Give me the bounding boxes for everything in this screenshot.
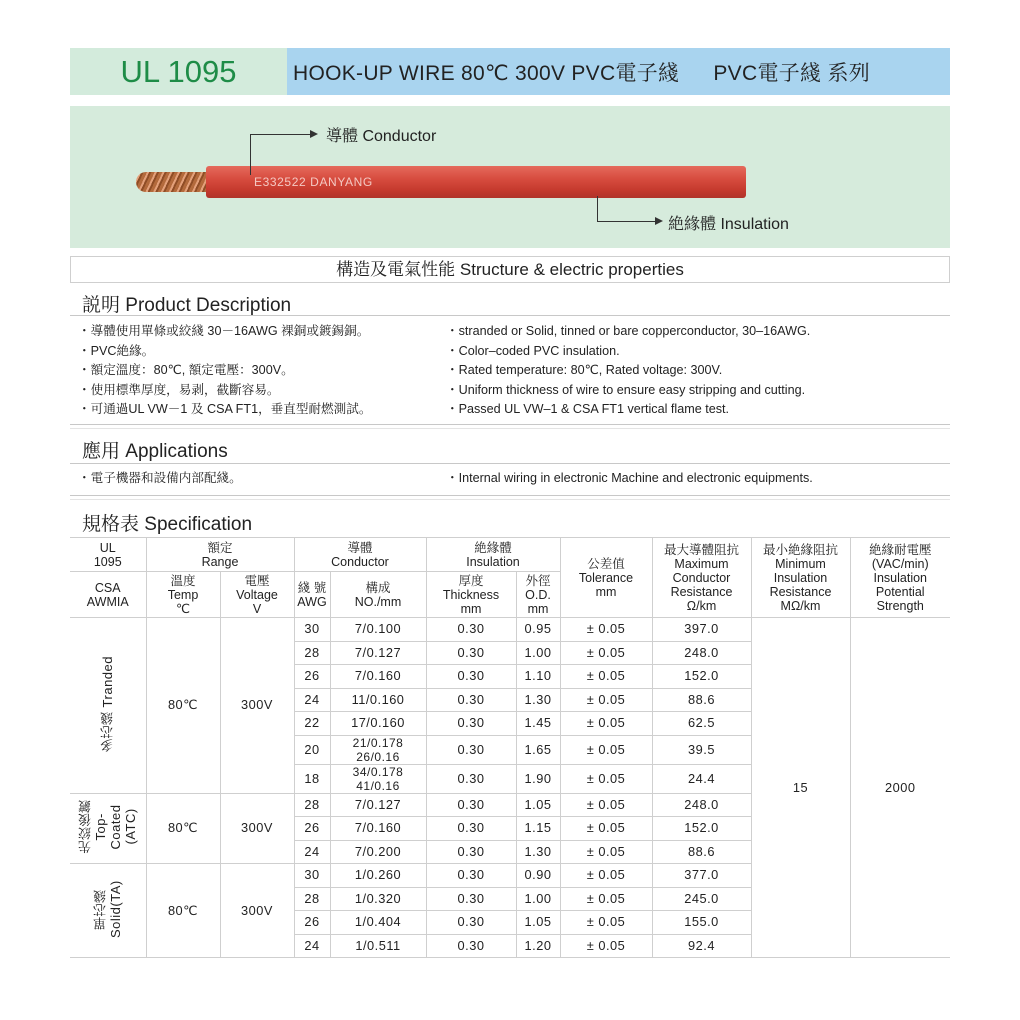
- awg-cell: 28: [294, 641, 330, 665]
- awg-cell: 22: [294, 712, 330, 736]
- awg-cell: 24: [294, 688, 330, 712]
- group-name: 多芯綫 Tranded: [100, 655, 116, 752]
- series-title: PVC電子綫 系列: [713, 61, 871, 85]
- insulation-leader-line: [597, 196, 656, 222]
- group-temp-cell: 80℃: [146, 618, 220, 794]
- construction-cell: 7/0.200: [330, 840, 426, 864]
- tolerance-cell: ± 0.05: [560, 887, 652, 911]
- description-zh-item: ・ PVC絶緣。: [78, 342, 371, 362]
- resistance-cell: 24.4: [652, 764, 751, 793]
- range-header: 額定 Range: [146, 538, 294, 572]
- awg-cell: 30: [294, 618, 330, 642]
- potential-strength-cell: 2000: [850, 618, 950, 958]
- tolerance-cell: ± 0.05: [560, 688, 652, 712]
- specification-table-body: [70, 618, 950, 958]
- resistance-cell: 397.0: [652, 618, 751, 642]
- thickness-cell: 0.30: [426, 840, 516, 864]
- group-temp-cell: 80℃: [146, 793, 220, 864]
- resistance-cell: 245.0: [652, 887, 751, 911]
- group-name-cell: [70, 793, 146, 864]
- awg-cell: 30: [294, 864, 330, 888]
- construction-cell: 17/0.160: [330, 712, 426, 736]
- description-divider: [70, 315, 950, 316]
- description-en-item: ・ stranded or Solid, tinned or bare copperconductor, 30–16AWG.: [446, 322, 810, 342]
- thickness-cell: 0.30: [426, 641, 516, 665]
- tolerance-cell: ± 0.05: [560, 817, 652, 841]
- thickness-cell: 0.30: [426, 887, 516, 911]
- conductor-leader-line: [250, 134, 311, 175]
- resistance-cell: 88.6: [652, 840, 751, 864]
- awg-cell: 24: [294, 934, 330, 958]
- construction-value-alt: 26/0.16: [356, 749, 400, 764]
- construction-cell: 11/0.160: [330, 688, 426, 712]
- awg-cell: 26: [294, 665, 330, 689]
- thickness-header: 厚度 Thickness mm: [426, 572, 516, 618]
- thickness-cell: 0.30: [426, 793, 516, 817]
- resistance-cell: 248.0: [652, 641, 751, 665]
- construction-cell: [330, 735, 426, 764]
- construction-value: 21/0.178: [352, 735, 404, 750]
- description-en-item: ・ Color–coded PVC insulation.: [446, 342, 810, 362]
- construction-cell: 1/0.404: [330, 911, 426, 935]
- resistance-cell: 248.0: [652, 793, 751, 817]
- od-cell: 0.90: [516, 864, 560, 888]
- description-en-item: ・ Passed UL VW–1 & CSA FT1 vertical flame test.: [446, 400, 810, 420]
- construction-cell: 1/0.320: [330, 887, 426, 911]
- construction-cell: 1/0.260: [330, 864, 426, 888]
- construction-cell: 7/0.160: [330, 665, 426, 689]
- resistance-cell: 152.0: [652, 817, 751, 841]
- od-cell: 1.90: [516, 764, 560, 793]
- tolerance-cell: ± 0.05: [560, 911, 652, 935]
- description-list-zh: [78, 322, 371, 420]
- description-zh-item: ・ 可通過UL VW－1 及 CSA FT1，垂直型耐燃測試。: [78, 400, 371, 420]
- construction-cell: 7/0.100: [330, 618, 426, 642]
- applications-list-zh: [78, 469, 242, 489]
- insulation-label: 絶緣體 Insulation: [668, 216, 789, 233]
- csa-header: CSA AWMIA: [70, 572, 146, 618]
- od-cell: 1.10: [516, 665, 560, 689]
- page-header: [70, 48, 950, 95]
- resistance-cell: 377.0: [652, 864, 751, 888]
- thickness-cell: 0.30: [426, 864, 516, 888]
- table-header-row-1: [70, 538, 950, 572]
- resistance-cell: 88.6: [652, 688, 751, 712]
- description-bottom-divider: [70, 424, 950, 425]
- specification-heading: 規格表 Specification: [82, 514, 253, 535]
- tolerance-cell: ± 0.05: [560, 934, 652, 958]
- section-title: 構造及電氣性能 Structure & electric properties: [70, 256, 950, 283]
- resistance-cell: 39.5: [652, 735, 751, 764]
- group-voltage-cell: 300V: [220, 793, 294, 864]
- applications-en-item: ・ Internal wiring in electronic Machine and electronic equipments.: [446, 469, 813, 489]
- awg-cell: 28: [294, 793, 330, 817]
- construction-cell: [330, 764, 426, 793]
- resistance-cell: 92.4: [652, 934, 751, 958]
- construction-value: 34/0.178: [352, 764, 404, 779]
- awg-cell: 26: [294, 911, 330, 935]
- resistance-cell: 62.5: [652, 712, 751, 736]
- od-cell: 1.00: [516, 887, 560, 911]
- tolerance-cell: ± 0.05: [560, 618, 652, 642]
- od-cell: 0.95: [516, 618, 560, 642]
- conductor-label: 導體 Conductor: [326, 128, 437, 145]
- od-cell: 1.20: [516, 934, 560, 958]
- description-zh-item: ・ 使用標準厚度，易剥，截斷容易。: [78, 381, 371, 401]
- potential-strength-header: 絶緣耐電壓 (VAC/min) Insulation Potential Strength: [850, 538, 950, 618]
- specification-table: [70, 537, 950, 958]
- insulation-leader-arrow: [655, 217, 663, 225]
- conductor-header: 導體 Conductor: [294, 538, 426, 572]
- model-title: UL 1095: [70, 48, 287, 95]
- conductor-leader-arrow: [310, 130, 318, 138]
- tolerance-cell: ± 0.05: [560, 665, 652, 689]
- tolerance-cell: ± 0.05: [560, 864, 652, 888]
- applications-divider: [70, 463, 950, 464]
- resistance-cell: 152.0: [652, 665, 751, 689]
- construction-cell: 7/0.127: [330, 793, 426, 817]
- conductor-strands-graphic: [136, 172, 208, 192]
- tolerance-cell: ± 0.05: [560, 712, 652, 736]
- construction-header: 構成 NO./mm: [330, 572, 426, 618]
- thickness-cell: 0.30: [426, 618, 516, 642]
- tolerance-cell: ± 0.05: [560, 793, 652, 817]
- od-cell: 1.05: [516, 793, 560, 817]
- insulation-header: 絶緣體 Insulation: [426, 538, 560, 572]
- tolerance-cell: ± 0.05: [560, 764, 652, 793]
- od-cell: 1.05: [516, 911, 560, 935]
- tolerance-cell: ± 0.05: [560, 641, 652, 665]
- group-voltage-cell: 300V: [220, 864, 294, 958]
- applications-list-en: [446, 469, 813, 489]
- resistance-cell: 155.0: [652, 911, 751, 935]
- description-heading: 説明 Product Description: [82, 295, 292, 316]
- od-cell: 1.30: [516, 688, 560, 712]
- tolerance-header: 公差值 Tolerance mm: [560, 538, 652, 618]
- group-temp-cell: 80℃: [146, 864, 220, 958]
- description-en-item: ・ Rated temperature: 80℃, Rated voltage: 300V.: [446, 361, 810, 381]
- awg-cell: 26: [294, 817, 330, 841]
- applications-zh-item: ・ 電子機器和設備内部配綫。: [78, 469, 242, 489]
- max-resistance-header: 最大導體阻抗 Maximum Conductor Resistance Ω/km: [652, 538, 751, 618]
- insulation-resistance-cell: 15: [751, 618, 850, 958]
- temp-header: 溫度 Temp ℃: [146, 572, 220, 618]
- thickness-cell: 0.30: [426, 735, 516, 764]
- applications-bottom-divider: [70, 495, 950, 496]
- min-insulation-resistance-header: 最小絶緣阻抗 Minimum Insulation Resistance MΩ/km: [751, 538, 850, 618]
- od-cell: 1.30: [516, 840, 560, 864]
- thickness-cell: 0.30: [426, 817, 516, 841]
- od-cell: 1.45: [516, 712, 560, 736]
- thickness-cell: 0.30: [426, 911, 516, 935]
- description-bottom-divider-2: [70, 428, 950, 429]
- construction-cell: 7/0.160: [330, 817, 426, 841]
- thickness-cell: 0.30: [426, 934, 516, 958]
- description-list-en: [446, 322, 810, 420]
- od-cell: 1.15: [516, 817, 560, 841]
- applications-heading: 應用 Applications: [82, 441, 228, 462]
- group-name: 單芯綫 Solid(TA): [92, 880, 123, 938]
- thickness-cell: 0.30: [426, 712, 516, 736]
- od-header: 外徑 O.D. mm: [516, 572, 560, 618]
- construction-value-alt: 41/0.16: [356, 778, 400, 793]
- awg-cell: 20: [294, 735, 330, 764]
- awg-cell: 18: [294, 764, 330, 793]
- group-voltage-cell: 300V: [220, 618, 294, 794]
- voltage-header: 電壓 Voltage V: [220, 572, 294, 618]
- construction-cell: 1/0.511: [330, 934, 426, 958]
- thickness-cell: 0.30: [426, 764, 516, 793]
- description-en-item: ・ Uniform thickness of wire to ensure easy stripping and cutting.: [446, 381, 810, 401]
- construction-cell: 7/0.127: [330, 641, 426, 665]
- od-cell: 1.00: [516, 641, 560, 665]
- group-name-cell: [70, 618, 146, 794]
- thickness-cell: 0.30: [426, 688, 516, 712]
- thickness-cell: 0.30: [426, 665, 516, 689]
- product-title: [287, 48, 950, 95]
- tolerance-cell: ± 0.05: [560, 840, 652, 864]
- group-name: 先絞後鍍 Top-Coated (ATC): [77, 799, 138, 854]
- awg-header: 綫 號 AWG: [294, 572, 330, 618]
- description-zh-item: ・ 導體使用單條或絞綫 30－16AWG 裸銅或鍍錫銅。: [78, 322, 371, 342]
- ul-header: UL 1095: [70, 538, 146, 572]
- applications-bottom-divider-2: [70, 499, 950, 500]
- table-row: [70, 618, 950, 642]
- wire-print-text: E332522 DANYANG: [254, 175, 373, 189]
- description-zh-item: ・ 額定溫度：80℃, 額定電壓：300V。: [78, 361, 371, 381]
- awg-cell: 28: [294, 887, 330, 911]
- group-name-cell: [70, 864, 146, 958]
- awg-cell: 24: [294, 840, 330, 864]
- tolerance-cell: ± 0.05: [560, 735, 652, 764]
- product-title-text: HOOK-UP WIRE 80℃ 300V PVC電子綫: [293, 61, 680, 85]
- od-cell: 1.65: [516, 735, 560, 764]
